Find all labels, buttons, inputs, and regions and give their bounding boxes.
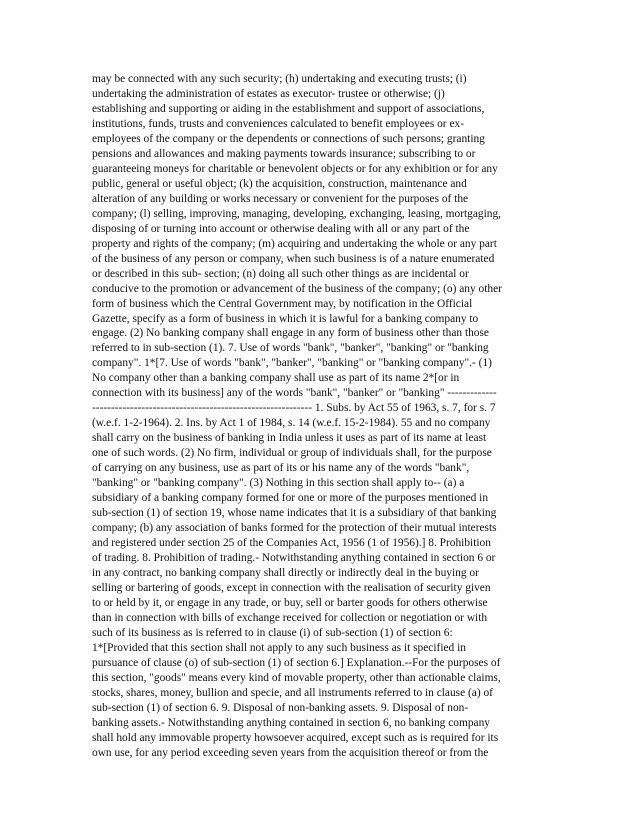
- text-line: ---------------------------------------------------------- 1. Subs. by Act 55 of 1963, s. 7, for s. 7: [92, 402, 496, 415]
- text-line: or described in this sub- section; (n) doing all such other things as are incidental or: [92, 267, 469, 280]
- text-line: of carrying on any business, use as part of its or his name any of the words "bank",: [92, 462, 470, 475]
- text-line: property and rights of the company; (m) acquiring and undertaking the whole or any part: [92, 237, 497, 250]
- text-line: stocks, shares, money, bullion and specie, and all instruments referred to in clause (a) of: [92, 686, 493, 699]
- text-line: of trading. 8. Prohibition of trading.- Notwithstanding anything contained in section 6 or: [92, 552, 496, 564]
- text-line: selling or bartering of goods, except in connection with the realisation of security given: [92, 581, 491, 594]
- text-line: public, general or useful object; (k) the acquisition, construction, maintenance and: [92, 177, 467, 190]
- body-text: [92, 72, 552, 761]
- text-line: pensions and allowances and making payments towards insurance; subscribing to or: [92, 147, 476, 160]
- text-line: company; (b) any association of banks formed for the protection of their mutual interests: [92, 522, 497, 535]
- text-line: company; (l) selling, improving, managing, developing, exchanging, leasing, mortgaging,: [92, 207, 502, 220]
- text-line: Gazette, specify as a form of business in which it is lawful for a banking company to: [92, 312, 479, 325]
- text-line: may be connected with any such security; (h) undertaking and executing trusts; (i): [92, 73, 467, 85]
- text-line: form of business which the Central Government may, by notification in the Official: [92, 297, 473, 310]
- text-line: institutions, funds, trusts and conveniences calculated to benefit employees or ex-: [92, 117, 464, 130]
- text-line: employees of the company or the dependents or connections of such persons; granting: [92, 132, 485, 145]
- text-line: banking assets.- Notwithstanding anything contained in section 6, no banking company: [92, 716, 490, 729]
- text-line: undertaking the administration of estates as executor- trustee or otherwise; (j): [92, 87, 445, 100]
- text-line: (w.e.f. 1-2-1964). 2. Ins. by Act 1 of 1984, s. 14 (w.e.f. 15-2-1984). 55 and no company: [92, 417, 491, 430]
- text-line: this section, "goods" means every kind of movable property, other than actionable claims,: [92, 671, 501, 684]
- text-line: own use, for any period exceeding seven years from the acquisition thereof or from the: [92, 746, 489, 759]
- text-line: shall carry on the business of banking in India unless it uses as part of its name at least: [92, 432, 487, 445]
- text-line: connection with its business] any of the words "bank", "banker" or "banking" -------------: [92, 387, 497, 400]
- text-line: sub-section (1) of section 19, whose name indicates that it is a subsidiary of that banking: [92, 507, 497, 520]
- text-line: 1*[Provided that this section shall not apply to any such business as it specified in: [92, 641, 466, 654]
- text-line: than in connection with bills of exchange received for collection or negotiation or with: [92, 611, 488, 624]
- text-line: No company other than a banking company shall use as part of its name 2*[or in: [92, 372, 460, 385]
- text-line: sub-section (1) of section 6. 9. Disposal of non-banking assets. 9. Disposal of non-: [92, 701, 469, 714]
- text-line: subsidiary of a banking company formed for one or more of the purposes mentioned in: [92, 492, 489, 505]
- text-line: alteration of any building or works necessary or convenient for the purposes of the: [92, 192, 469, 205]
- text-line: such of its business as is referred to in clause (i) of sub-section (1) of section 6:: [92, 626, 453, 639]
- text-line: of the business of any person or company, when such business is of a nature enumerated: [92, 252, 495, 265]
- text-line: and registered under section 25 of the Companies Act, 1956 (1 of 1956).] 8. Prohibition: [92, 537, 491, 550]
- text-line: company". 1*[7. Use of words "bank", "banker", "banking" or "banking company".- (1): [92, 357, 492, 370]
- text-line: guaranteeing moneys for charitable or benevolent objects or for any exhibition or for any: [92, 162, 498, 175]
- text-line: one of such words. (2) No firm, individual or group of individuals shall, for the purpose: [92, 447, 492, 460]
- text-line: shall hold any immovable property howsoever acquired, except such as is required for its: [92, 731, 499, 744]
- text-line: referred to in sub-section (1). 7. Use of words "bank", "banker", "banking" or "banking: [92, 342, 489, 355]
- text-line: establishing and supporting or aiding in the establishment and support of associations,: [92, 102, 485, 115]
- text-line: disposing of or turning into account or otherwise dealing with all or any part of the: [92, 222, 470, 235]
- text-line: conducive to the promotion or advancement of the business of the company; (o) any other: [92, 282, 502, 295]
- text-line: engage. (2) No banking company shall engage in any form of business other than those: [92, 327, 489, 340]
- text-line: "banking" or "banking company". (3) Nothing in this section shall apply to-- (a) a: [92, 477, 465, 490]
- text-line: pursuance of clause (o) of sub-section (1) of section 6.] Explanation.--For the purposes of: [92, 656, 501, 669]
- text-line: in any contract, no banking company shall directly or indirectly deal in the buying or: [92, 566, 479, 579]
- text-line: to or held by it, or engage in any trade, or buy, sell or barter goods for others otherwise: [92, 596, 488, 609]
